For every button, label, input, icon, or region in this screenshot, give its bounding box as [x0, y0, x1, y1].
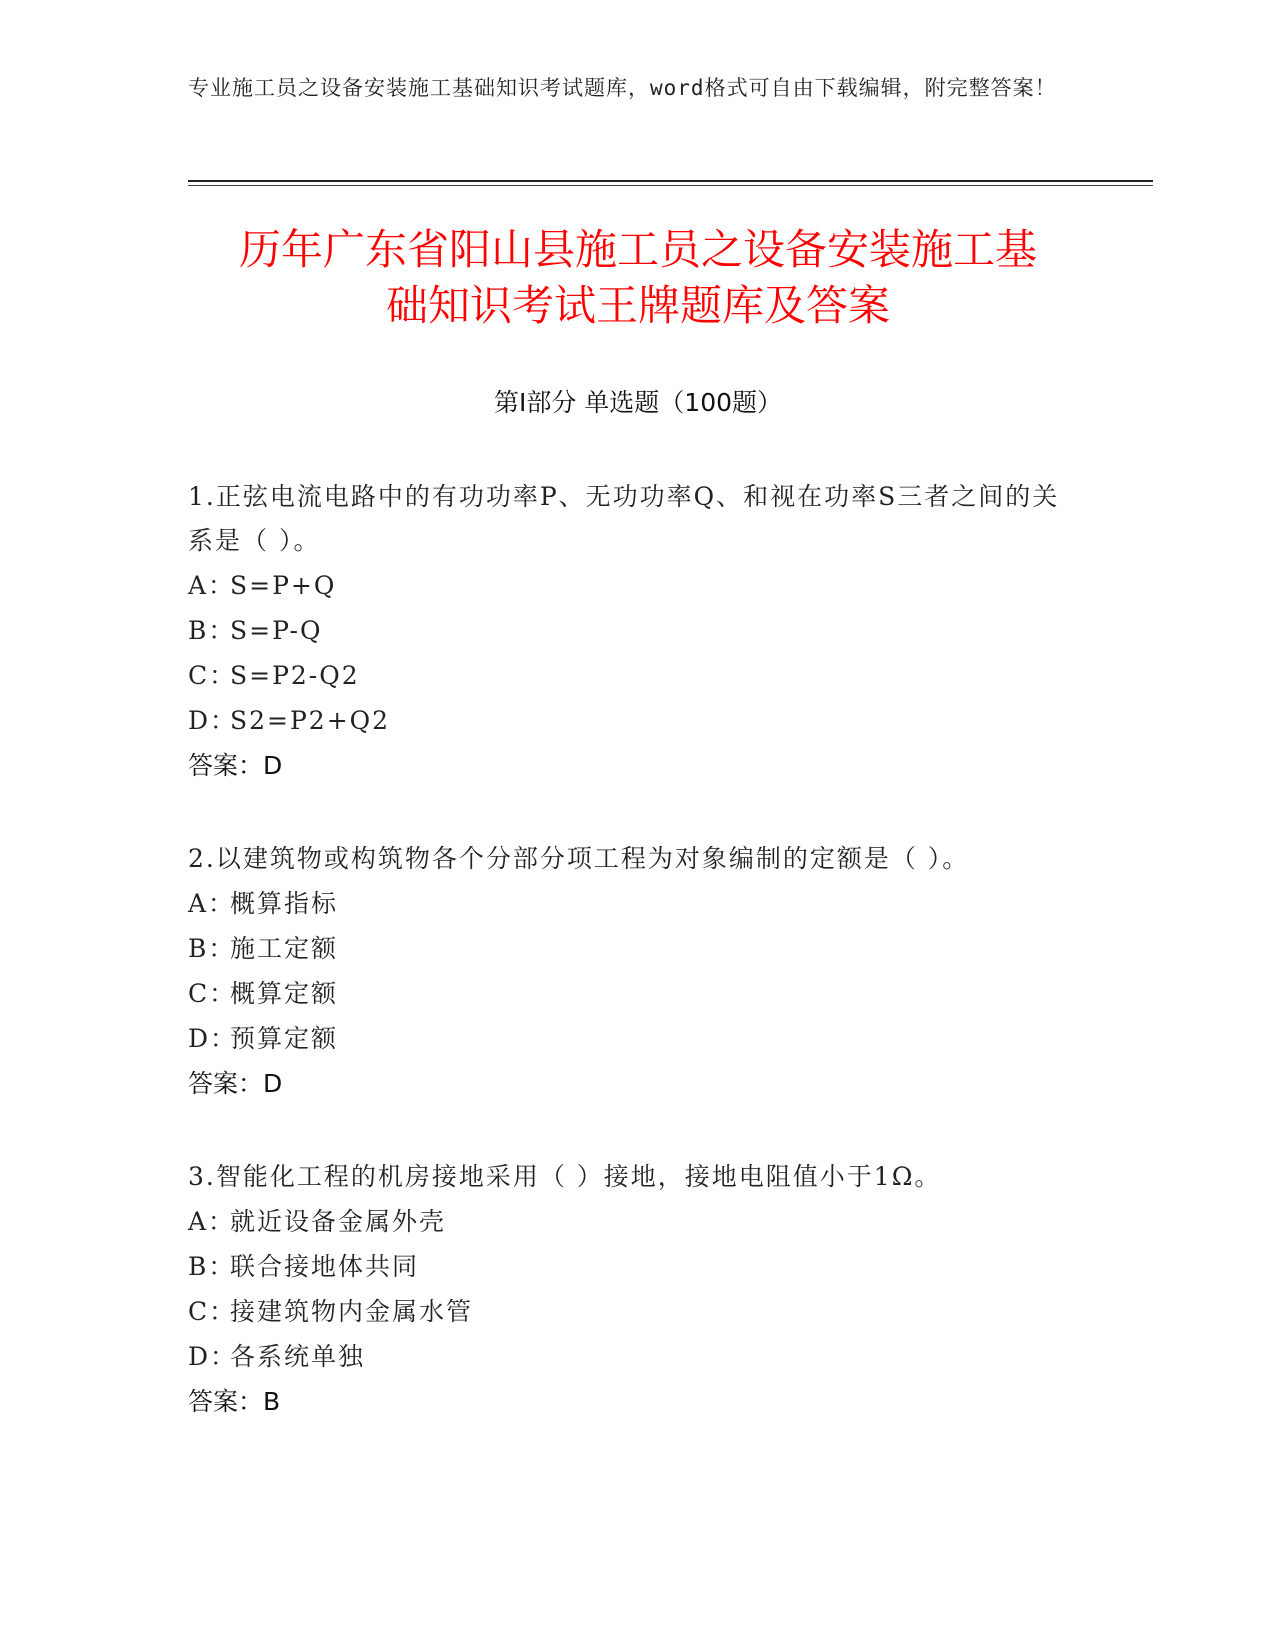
option-c [188, 971, 1068, 1016]
option-text: 施工定额 [230, 934, 339, 963]
question-1 [188, 475, 1068, 789]
option-letter: C： [188, 1297, 237, 1326]
option-letter: B： [188, 1252, 236, 1281]
option-letter: C： [188, 979, 237, 1008]
option-letter: D： [188, 1342, 238, 1371]
option-c [188, 1289, 1068, 1334]
option-text: S2=P2+Q2 [230, 706, 391, 735]
document-title-line1: 历年广东省阳山县施工员之设备安装施工基 [238, 225, 1037, 274]
document-title-line2: 础知识考试王牌题库及答案 [385, 281, 890, 330]
option-text: 接建筑物内金属水管 [230, 1297, 474, 1326]
option-b [188, 1244, 1068, 1289]
option-letter: D： [188, 1024, 238, 1053]
option-d [188, 1016, 1068, 1061]
header-note: 专业施工员之设备安装施工基础知识考试题库，word格式可自由下载编辑，附完整答案！ [188, 76, 1057, 100]
option-letter: C： [188, 661, 237, 690]
section-title: 第Ⅰ部分 单选题（100题） [493, 388, 783, 417]
question-3 [188, 1155, 1068, 1425]
option-a [188, 1199, 1068, 1244]
option-text: S=P+Q [230, 571, 337, 600]
option-b [188, 608, 1068, 653]
option-d [188, 1334, 1068, 1379]
header-divider-thick [188, 180, 1153, 182]
question-stem: 1.正弦电流电路中的有功功率P、无功功率Q、和视在功率S三者之间的关系是（ ）。 [188, 482, 1060, 555]
option-text: 各系统单独 [230, 1342, 366, 1371]
option-letter: B： [188, 934, 236, 963]
option-text: S=P-Q [230, 616, 323, 645]
answer: 答案：D [188, 751, 283, 780]
option-letter: A： [188, 1207, 236, 1236]
option-text: 预算定额 [230, 1024, 339, 1053]
option-text: 概算指标 [230, 889, 339, 918]
option-a [188, 881, 1068, 926]
option-letter: A： [188, 889, 236, 918]
answer: 答案：D [188, 1069, 283, 1098]
answer: 答案：B [188, 1387, 281, 1416]
option-letter: A： [188, 571, 236, 600]
question-2 [188, 837, 1068, 1107]
option-text: 概算定额 [230, 979, 339, 1008]
question-stem: 3.智能化工程的机房接地采用（ ）接地，接地电阻值小于1Ω。 [188, 1162, 942, 1191]
option-text: 就近设备金属外壳 [230, 1207, 447, 1236]
option-letter: B： [188, 616, 236, 645]
option-letter: D： [188, 706, 238, 735]
option-a [188, 563, 1068, 608]
option-b [188, 926, 1068, 971]
option-text: 联合接地体共同 [230, 1252, 420, 1281]
question-stem: 2.以建筑物或构筑物各个分部分项工程为对象编制的定额是（ ）。 [188, 844, 970, 873]
option-c [188, 653, 1068, 698]
header-divider-thin [188, 185, 1153, 186]
option-d [188, 698, 1068, 743]
option-text: S=P2-Q2 [230, 661, 360, 690]
document-title [188, 222, 1088, 334]
